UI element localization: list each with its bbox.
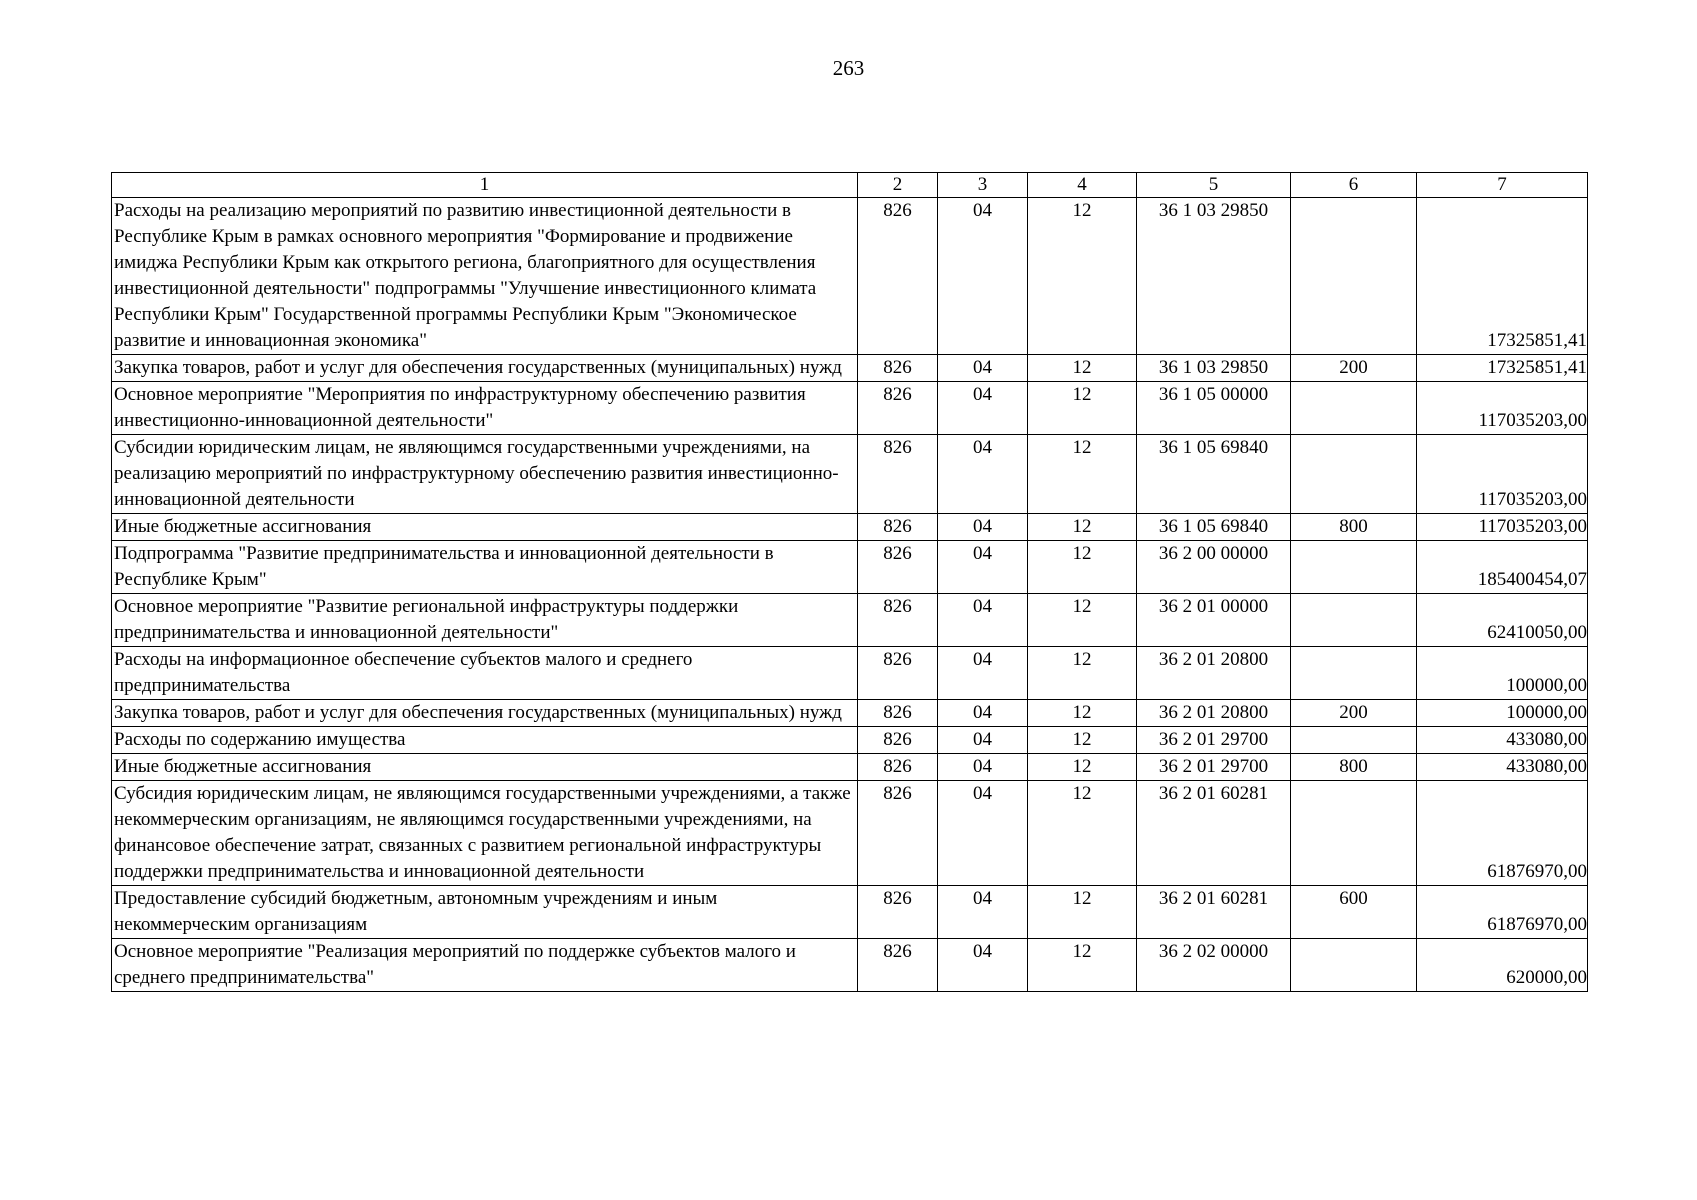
chapter-code-cell: 826 [858,355,938,382]
table-row [112,594,1588,647]
table-row [112,382,1588,435]
amount-cell: 433080,00 [1417,754,1588,781]
page-number: 263 [832,56,865,80]
expense-type-cell [1291,541,1417,594]
section-code-cell: 04 [938,647,1028,700]
row-name-cell: Иные бюджетные ассигнования [112,754,858,781]
chapter-code-cell: 826 [858,541,938,594]
expense-type-cell [1291,382,1417,435]
row-name-cell: Расходы на реализацию мероприятий по развитию инвестиционной деятельности в Республике Крым в рамках основного мероприятия "Формирование и продвижение имиджа Республики Крым как открытого региона, благоприятного для осуществления инвестиционной деятельности" подпрограммы "Улучшение инвестиционного климата Республики Крым" Государственной программы Республики Крым "Экономическое развитие и инновационная экономика" [112,198,858,355]
amount-cell: 117035203,00 [1417,514,1588,541]
section-code-cell: 04 [938,355,1028,382]
target-item-code-cell: 36 2 01 60281 [1137,886,1291,939]
subsection-code-cell: 12 [1028,700,1137,727]
section-code-cell: 04 [938,754,1028,781]
header-cell-7: 7 [1417,173,1588,198]
subsection-code-cell: 12 [1028,647,1137,700]
row-name-cell: Расходы на информационное обеспечение субъектов малого и среднего предпринимательства [112,647,858,700]
amount-cell: 100000,00 [1417,700,1588,727]
table-row [112,541,1588,594]
subsection-code-cell: 12 [1028,594,1137,647]
section-code-cell: 04 [938,594,1028,647]
target-item-code-cell: 36 2 01 00000 [1137,594,1291,647]
section-code-cell: 04 [938,198,1028,355]
expense-type-cell [1291,647,1417,700]
subsection-code-cell: 12 [1028,514,1137,541]
amount-cell: 185400454,07 [1417,541,1588,594]
amount-cell: 117035203,00 [1417,382,1588,435]
expense-type-cell [1291,939,1417,992]
target-item-code-cell: 36 2 01 29700 [1137,727,1291,754]
amount-cell: 100000,00 [1417,647,1588,700]
chapter-code-cell: 826 [858,435,938,514]
expense-type-cell [1291,435,1417,514]
header-row [112,173,1588,198]
target-item-code-cell: 36 2 01 29700 [1137,754,1291,781]
expense-type-cell [1291,198,1417,355]
expense-type-cell [1291,727,1417,754]
amount-cell: 17325851,41 [1417,198,1588,355]
subsection-code-cell: 12 [1028,886,1137,939]
subsection-code-cell: 12 [1028,198,1137,355]
target-item-code-cell: 36 1 03 29850 [1137,355,1291,382]
subsection-code-cell: 12 [1028,541,1137,594]
table-row [112,435,1588,514]
section-code-cell: 04 [938,939,1028,992]
target-item-code-cell: 36 2 01 20800 [1137,647,1291,700]
section-code-cell: 04 [938,514,1028,541]
chapter-code-cell: 826 [858,647,938,700]
section-code-cell: 04 [938,727,1028,754]
subsection-code-cell: 12 [1028,727,1137,754]
chapter-code-cell: 826 [858,939,938,992]
section-code-cell: 04 [938,435,1028,514]
amount-cell: 61876970,00 [1417,781,1588,886]
row-name-cell: Субсидии юридическим лицам, не являющимся государственными учреждениями, на реализацию мероприятий по инфраструктурному обеспечению развития инвестиционно-инновационной деятельности [112,435,858,514]
table-row [112,355,1588,382]
subsection-code-cell: 12 [1028,435,1137,514]
chapter-code-cell: 826 [858,382,938,435]
subsection-code-cell: 12 [1028,754,1137,781]
target-item-code-cell: 36 1 03 29850 [1137,198,1291,355]
chapter-code-cell: 826 [858,781,938,886]
amount-cell: 61876970,00 [1417,886,1588,939]
amount-cell: 117035203,00 [1417,435,1588,514]
section-code-cell: 04 [938,541,1028,594]
row-name-cell: Закупка товаров, работ и услуг для обеспечения государственных (муниципальных) нужд [112,355,858,382]
row-name-cell: Предоставление субсидий бюджетным, автономным учреждениям и иным некоммерческим организациям [112,886,858,939]
target-item-code-cell: 36 1 05 00000 [1137,382,1291,435]
expense-type-cell: 800 [1291,514,1417,541]
table-row [112,514,1588,541]
section-code-cell: 04 [938,886,1028,939]
header-cell-6: 6 [1291,173,1417,198]
row-name-cell: Основное мероприятие "Мероприятия по инфраструктурному обеспечению развития инвестиционно-инновационной деятельности" [112,382,858,435]
table-row [112,198,1588,355]
target-item-code-cell: 36 1 05 69840 [1137,514,1291,541]
table-row [112,754,1588,781]
row-name-cell: Иные бюджетные ассигнования [112,514,858,541]
table-row [112,700,1588,727]
amount-cell: 17325851,41 [1417,355,1588,382]
budget-table [111,172,1588,992]
chapter-code-cell: 826 [858,514,938,541]
target-item-code-cell: 36 2 01 20800 [1137,700,1291,727]
header-cell-2: 2 [858,173,938,198]
chapter-code-cell: 826 [858,700,938,727]
expense-type-cell: 200 [1291,700,1417,727]
table-row [112,727,1588,754]
header-cell-1: 1 [112,173,858,198]
expense-type-cell: 800 [1291,754,1417,781]
row-name-cell: Субсидия юридическим лицам, не являющимся государственными учреждениями, а также некоммерческим организациям, не являющимся государственными учреждениями, на финансовое обеспечение затрат, связанных с развитием региональной инфраструктуры поддержки предпринимательства и инновационной деятельности [112,781,858,886]
section-code-cell: 04 [938,700,1028,727]
amount-cell: 433080,00 [1417,727,1588,754]
amount-cell: 620000,00 [1417,939,1588,992]
row-name-cell: Подпрограмма "Развитие предпринимательства и инновационной деятельности в Республике Крым" [112,541,858,594]
section-code-cell: 04 [938,781,1028,886]
amount-cell: 62410050,00 [1417,594,1588,647]
target-item-code-cell: 36 1 05 69840 [1137,435,1291,514]
row-name-cell: Расходы по содержанию имущества [112,727,858,754]
header-cell-3: 3 [938,173,1028,198]
header-cell-4: 4 [1028,173,1137,198]
chapter-code-cell: 826 [858,886,938,939]
target-item-code-cell: 36 2 01 60281 [1137,781,1291,886]
expense-type-cell [1291,594,1417,647]
chapter-code-cell: 826 [858,594,938,647]
subsection-code-cell: 12 [1028,382,1137,435]
table-row [112,647,1588,700]
subsection-code-cell: 12 [1028,781,1137,886]
section-code-cell: 04 [938,382,1028,435]
chapter-code-cell: 826 [858,727,938,754]
row-name-cell: Основное мероприятие "Развитие региональной инфраструктуры поддержки предпринимательства и инновационной деятельности" [112,594,858,647]
subsection-code-cell: 12 [1028,939,1137,992]
table-row [112,886,1588,939]
chapter-code-cell: 826 [858,198,938,355]
header-cell-5: 5 [1137,173,1291,198]
table-row [112,939,1588,992]
chapter-code-cell: 826 [858,754,938,781]
table-row [112,781,1588,886]
row-name-cell: Закупка товаров, работ и услуг для обеспечения государственных (муниципальных) нужд [112,700,858,727]
expense-type-cell: 200 [1291,355,1417,382]
target-item-code-cell: 36 2 02 00000 [1137,939,1291,992]
expense-type-cell [1291,781,1417,886]
subsection-code-cell: 12 [1028,355,1137,382]
row-name-cell: Основное мероприятие "Реализация мероприятий по поддержке субъектов малого и среднего предпринимательства" [112,939,858,992]
expense-type-cell: 600 [1291,886,1417,939]
target-item-code-cell: 36 2 00 00000 [1137,541,1291,594]
